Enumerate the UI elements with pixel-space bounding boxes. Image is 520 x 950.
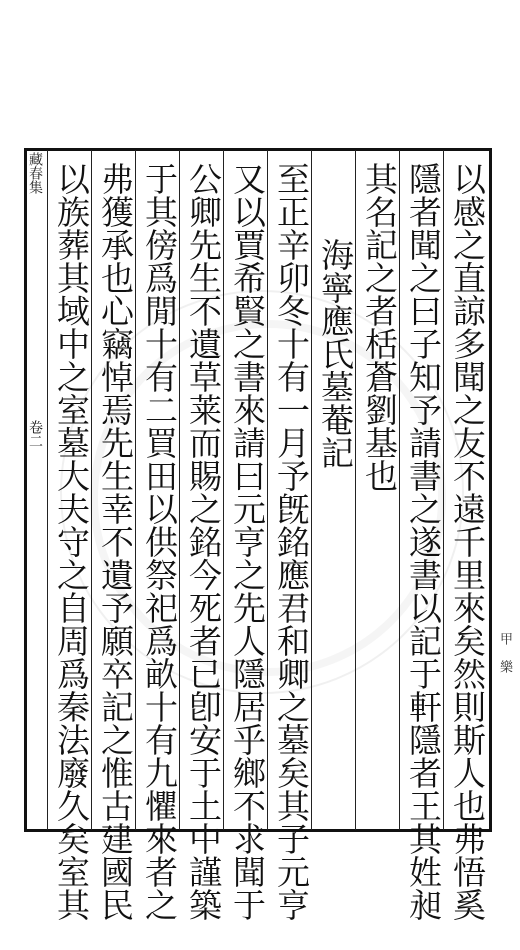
column-text: 以感之直諒多聞之友不遠千里來矣然則斯人也弗悟奚 bbox=[448, 162, 487, 921]
column-rule bbox=[311, 150, 312, 830]
column-text: 至正辛卯冬十有一月予旣銘應君和卿之墓矣其子元亨 bbox=[272, 162, 311, 921]
column-text: 公卿先生不遺草莱而賜之銘今死者已卽安于土中謹築 bbox=[184, 162, 223, 921]
column-rule bbox=[135, 150, 136, 830]
column-rule bbox=[223, 150, 224, 830]
margin-right-edge bbox=[493, 152, 515, 812]
text-column-3 bbox=[360, 162, 398, 822]
column-text: 隱者聞之曰子知予請書之遂書以記于軒隱者王其姓昶 bbox=[404, 162, 443, 921]
column-rule bbox=[267, 150, 268, 830]
column-rule bbox=[399, 150, 400, 830]
text-column-7 bbox=[184, 162, 223, 921]
column-text: 以族葬其域中之室墓大夫守之自周爲秦法廢久矣室其 bbox=[52, 162, 91, 921]
margin-title-text: 藏春集 bbox=[27, 152, 43, 194]
text-column-5 bbox=[272, 162, 311, 921]
text-column-2 bbox=[404, 162, 443, 921]
column-text: 于其傍爲閒十有二買田以供祭祀爲畝十有九懼來者之 bbox=[140, 162, 179, 921]
text-column-10 bbox=[52, 162, 91, 921]
column-rule bbox=[443, 150, 444, 830]
column-rule bbox=[91, 150, 92, 830]
margin-right-text: 甲 樂 bbox=[497, 632, 512, 673]
column-rule bbox=[179, 150, 180, 830]
column-text: 其名記之者栝蒼劉基也 bbox=[360, 162, 399, 492]
margin-volume bbox=[25, 420, 45, 448]
column-rule bbox=[47, 150, 48, 830]
column-text: 又以賈希賢之書來請曰元亨之先人隱居乎鄉不求聞于 bbox=[228, 162, 267, 921]
text-column-8 bbox=[140, 162, 179, 921]
text-column-1 bbox=[448, 162, 487, 921]
margin-volume-text: 卷二 bbox=[27, 420, 43, 448]
essay-title: 海寧應氏墓菴記 bbox=[316, 238, 355, 469]
column-rule bbox=[355, 150, 356, 830]
text-column-6 bbox=[228, 162, 267, 921]
essay-title-column bbox=[316, 238, 354, 898]
margin-book-title bbox=[25, 152, 45, 812]
column-text: 弗獲承也心竊悼焉先生幸不遺予願卒記之惟古建國民 bbox=[96, 162, 135, 921]
text-column-9 bbox=[96, 162, 135, 921]
